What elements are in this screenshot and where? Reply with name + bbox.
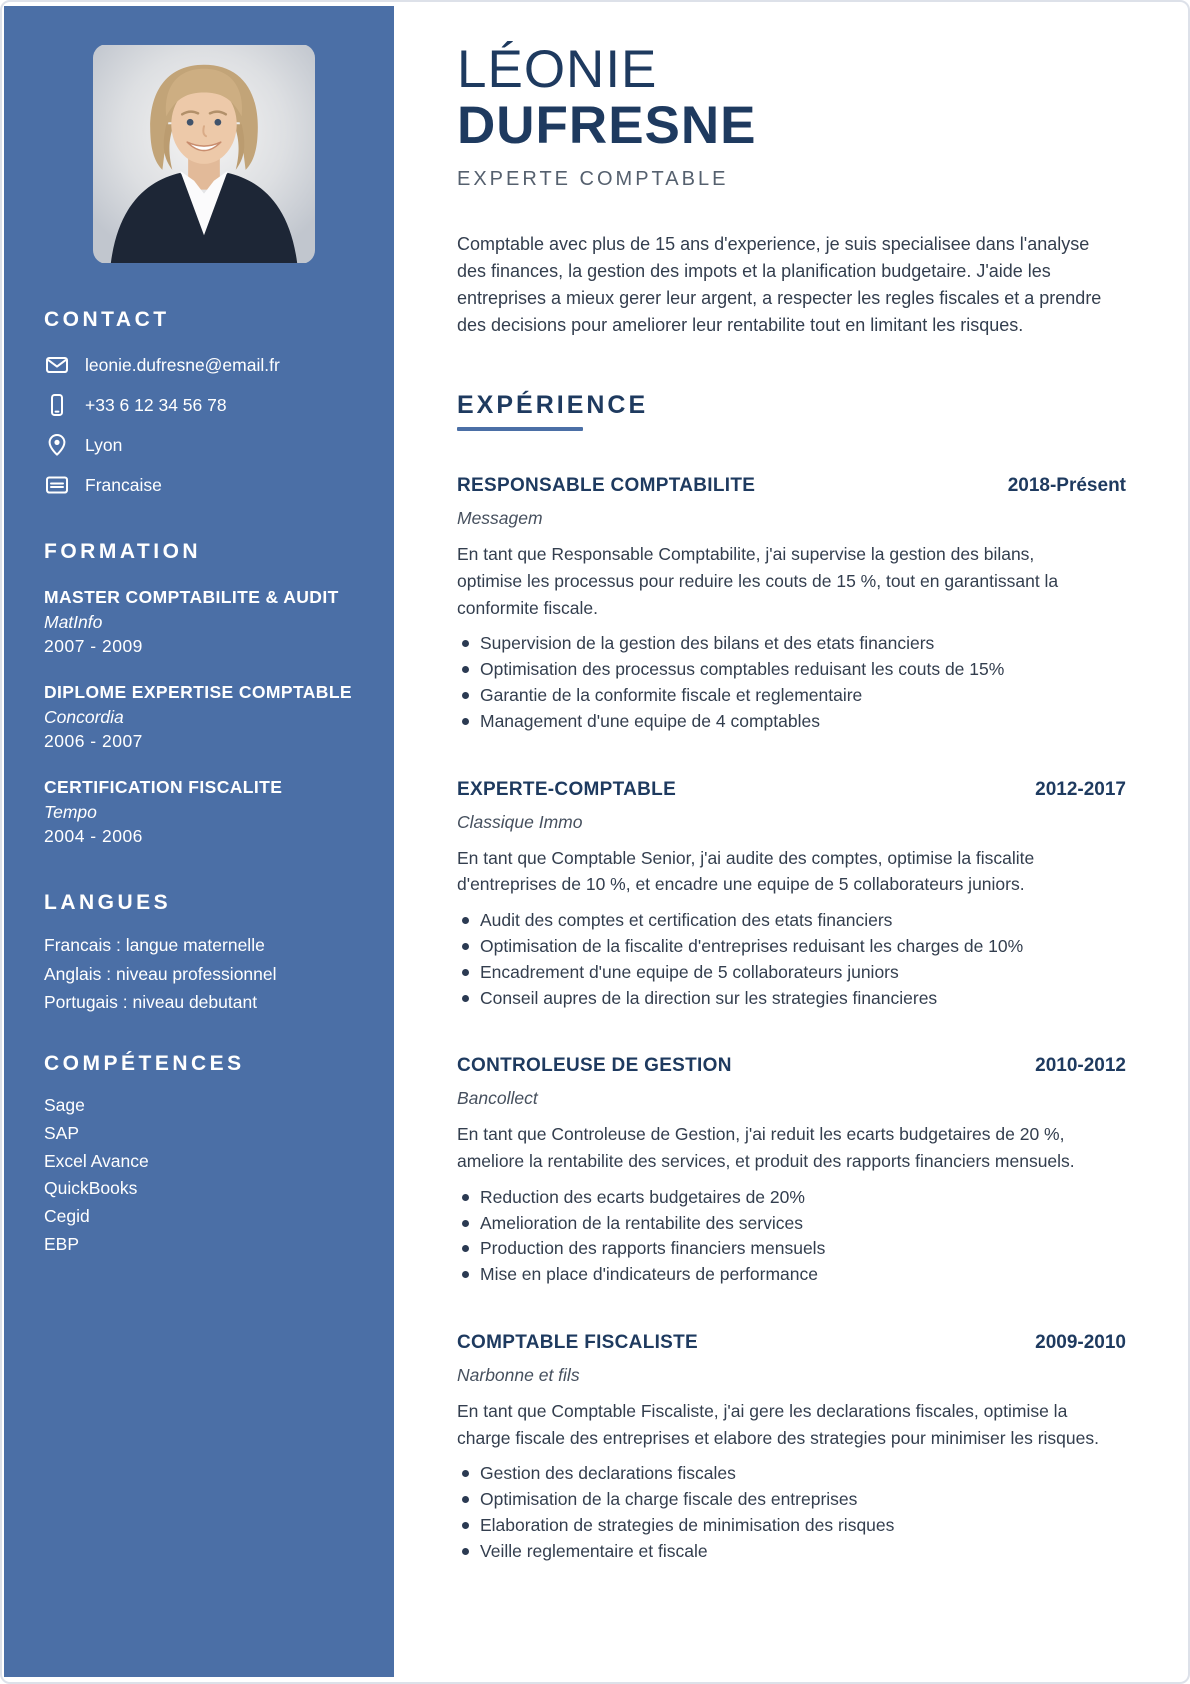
mail-icon [44,352,70,378]
job-company: Narbonne et fils [457,1365,580,1386]
contact-item-location [44,432,364,458]
experience-heading: EXPÉRIENCE [457,391,649,420]
job-company: Classique Immo [457,811,583,832]
job-description: En tant que Controleuse de Gestion, j'ai reduit les ecarts budgetaires de 20 %, ameliore la rentabilite des services, et produit des rapports financiers mensuels. [457,1124,1075,1172]
job-header-row [457,1332,1126,1354]
bullet-item: Veille reglementaire et fiscale [457,1539,1126,1565]
contact-location-text: Lyon [85,434,123,455]
skills-heading: COMPÉTENCES [44,1052,245,1076]
bullet-item: Optimisation de la charge fiscale des entreprises [457,1487,1126,1513]
job-description: En tant que Comptable Senior, j'ai audite des comptes, optimise la fiscalite d'entreprises de 10 %, et encadre une equipe de 5 collaborateurs juniors. [457,847,1035,895]
education-school: Tempo [44,802,97,823]
skill-item: EBP [44,1233,80,1254]
job-dates: 2009-2010 [1035,1332,1126,1354]
job-entry [457,779,1126,1012]
bullet-item: Amelioration de la rentabilite des services [457,1211,1126,1237]
education-entry [44,681,364,752]
job-entry [457,1055,1126,1288]
bullet-item: Optimisation des processus comptables reduisant les couts de 15% [457,657,1126,683]
skill-item: QuickBooks [44,1178,138,1199]
contact-section [44,308,364,498]
language-item: Francais : langue maternelle [44,935,265,956]
job-title: CONTROLEUSE DE GESTION [457,1055,732,1077]
education-school: Concordia [44,707,124,728]
contact-list [44,352,364,498]
first-name: LÉONIE [457,40,658,99]
phone-icon [44,392,70,418]
formation-section [44,540,364,847]
bullet-item: Garantie de la conformite fiscale et reglementaire [457,683,1126,709]
job-header-row [457,1055,1126,1077]
candidate-name [457,42,1126,154]
job-description: En tant que Comptable Fiscaliste, j'ai gere les declarations fiscales, optimise la charge fiscale des entreprises et elabore des strategies pour minimiser les risques. [457,1401,1099,1448]
profile-summary: Comptable avec plus de 15 ans d'experience, je suis specialisee dans l'analyse des finances, la gestion des impots et la planification budgetaire. J'aide les entreprises a mieux gerer leur argent, a respecter les regles fiscales et a prendre des decisions pour ameliorer leur rentabilite tout en limitant les risques. [457,234,1102,336]
job-bullet-list [457,1185,1126,1289]
bullet-item: Mise en place d'indicateurs de performance [457,1262,1126,1288]
job-entry [457,1332,1126,1565]
job-dates: 2018-Présent [1007,475,1126,497]
language-item: Anglais : niveau professionnel [44,963,277,984]
education-degree: CERTIFICATION FISCALITE [44,777,283,798]
last-name: DUFRESNE [457,96,757,156]
job-bullet-list [457,908,1126,1012]
skill-item: SAP [44,1122,80,1143]
job-company: Bancollect [457,1088,538,1109]
bullet-item: Gestion des declarations fiscales [457,1461,1126,1487]
section-underline [457,427,583,431]
bullet-item: Audit des comptes et certification des etats financiers [457,908,1126,934]
location-icon [44,432,70,458]
job-title: RESPONSABLE COMPTABILITE [457,475,756,497]
job-description: En tant que Responsable Comptabilite, j'ai supervise la gestion des bilans, optimise les processus pour reduire les couts de 15 %, tout en garantissant la conformite fiscale. [457,544,1059,618]
skill-item: Cegid [44,1205,90,1226]
bullet-item: Encadrement d'une equipe de 5 collaborateurs juniors [457,960,1126,986]
skill-item: Sage [44,1095,85,1116]
contact-heading: CONTACT [44,308,170,331]
languages-heading: LANGUES [44,891,172,915]
skills-list [44,1092,364,1258]
contact-item-email [44,352,364,378]
job-dates: 2012-2017 [1035,778,1126,800]
education-degree: DIPLOME EXPERTISE COMPTABLE [44,682,353,703]
job-role-subtitle: EXPERTE COMPTABLE [457,168,729,191]
main-content [394,2,1188,1565]
job-company: Messagem [457,508,543,529]
formation-heading: FORMATION [44,540,202,563]
languages-section [44,891,364,1016]
job-bullet-list [457,1461,1126,1565]
job-title: COMPTABLE FISCALISTE [457,1332,699,1354]
language-item: Portugais : niveau debutant [44,991,258,1012]
bullet-item: Optimisation de la fiscalite d'entreprises reduisant les charges de 10% [457,934,1126,960]
contact-nationality-text: Francaise [85,474,162,495]
skills-section [44,1052,364,1258]
id-card-icon [44,472,70,498]
education-years: 2004 - 2006 [44,826,143,847]
education-degree: MASTER COMPTABILITE & AUDIT [44,587,339,607]
bullet-item: Supervision de la gestion des bilans et des etats financiers [457,631,1126,657]
sidebar [4,6,394,1677]
contact-item-nationality [44,472,364,498]
skill-item: Excel Avance [44,1150,149,1171]
bullet-item: Production des rapports financiers mensuels [457,1236,1126,1262]
contact-email-text[interactable]: leonie.dufresne@email.fr [85,354,280,375]
bullet-item: Conseil aupres de la direction sur les strategies financieres [457,986,1126,1012]
job-header-row [457,779,1126,801]
job-bullet-list [457,631,1126,735]
education-school: MatInfo [44,612,103,633]
education-years: 2007 - 2009 [44,636,143,657]
bullet-item: Reduction des ecarts budgetaires de 20% [457,1185,1126,1211]
education-entry [44,586,364,657]
portrait-illustration [93,44,315,264]
job-entry [457,475,1126,734]
languages-list [44,931,364,1016]
bullet-item: Elaboration de strategies de minimisation des risques [457,1513,1126,1539]
job-dates: 2010-2012 [1035,1055,1126,1077]
education-years: 2006 - 2007 [44,731,143,752]
bullet-item: Management d'une equipe de 4 comptables [457,709,1126,735]
job-title: EXPERTE-COMPTABLE [457,778,677,800]
education-entry [44,776,364,847]
job-header-row [457,475,1126,497]
contact-phone-text: +33 6 12 34 56 78 [85,394,227,415]
profile-photo [93,44,315,264]
contact-item-phone [44,392,364,418]
